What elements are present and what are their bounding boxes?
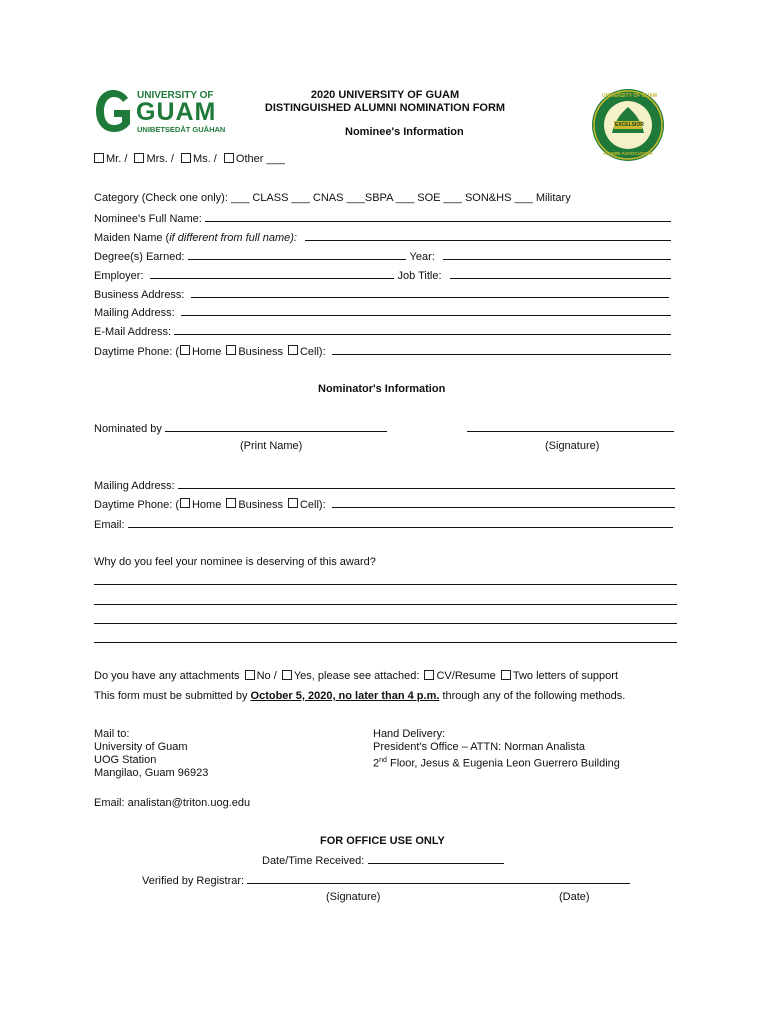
mailing-address-field[interactable] xyxy=(94,305,671,319)
essay-line[interactable] xyxy=(94,642,677,643)
essay-line[interactable] xyxy=(94,584,677,585)
university-logo xyxy=(94,88,229,134)
nominee-phone-business-label: Business xyxy=(238,346,283,358)
mr-label: Mr. / xyxy=(106,153,128,165)
business-address-field[interactable] xyxy=(94,287,669,301)
submit-email[interactable]: Email: analistan@triton.uog.edu xyxy=(94,797,251,809)
salutation-row xyxy=(94,153,285,165)
nominee-phone-field[interactable] xyxy=(94,344,671,358)
maiden-name-label: Maiden Name (if different from full name): xyxy=(94,232,297,244)
letters-label: Two letters of support xyxy=(512,670,619,682)
cv-resume-checkbox[interactable] xyxy=(424,670,434,680)
job-title-line[interactable] xyxy=(450,268,671,279)
seal-text-top: UNIVERSITY OF GUAM xyxy=(602,93,657,99)
degrees-line[interactable] xyxy=(188,249,406,260)
nominated-by-label: Nominated by xyxy=(94,423,162,435)
alumni-association-seal xyxy=(590,87,666,163)
deadline-date: October 5, 2020, no later than 4 p.m. xyxy=(250,690,440,702)
attachments-row xyxy=(94,670,618,682)
email-address-line[interactable] xyxy=(174,324,671,335)
attachments-no-checkbox[interactable] xyxy=(245,670,255,680)
verified-line[interactable] xyxy=(247,873,630,884)
logo-main-text: GUAM xyxy=(136,98,217,126)
hand-delivery-line1: Hand Delivery: xyxy=(373,728,446,740)
guam-g-icon xyxy=(94,88,134,134)
mail-line4: Mangilao, Guam 96923 xyxy=(94,767,209,779)
nominator-phone-field[interactable] xyxy=(94,497,675,511)
full-name-line[interactable] xyxy=(205,211,671,222)
nominee-phone-line[interactable] xyxy=(332,344,671,355)
nominator-phone-business-label: Business xyxy=(238,499,283,511)
degrees-year-field[interactable] xyxy=(94,249,671,263)
date-received-line[interactable] xyxy=(368,853,504,864)
nominator-phone-home-label: Home xyxy=(191,499,222,511)
hand-delivery-line2: President's Office – ATTN: Norman Analista xyxy=(373,741,586,753)
maiden-name-line[interactable] xyxy=(305,230,671,241)
full-name-label: Nominee's Full Name: xyxy=(94,213,202,225)
nominee-phone-cell-checkbox[interactable] xyxy=(288,345,298,355)
form-title-line1: 2020 UNIVERSITY OF GUAM xyxy=(310,89,460,101)
nominator-email-line[interactable] xyxy=(128,517,673,528)
hand-delivery-line3: 2nd Floor, Jesus & Eugenia Leon Guerrero Building xyxy=(373,757,620,770)
form-title-line2: DISTINGUISHED ALUMNI NOMINATION FORM xyxy=(264,102,506,114)
nominator-section-title: Nominator's Information xyxy=(318,383,446,395)
maiden-name-field[interactable] xyxy=(94,230,671,244)
verified-label: Verified by Registrar: xyxy=(142,875,245,887)
mrs-label: Mrs. / xyxy=(146,153,174,165)
attachments-yes-label: Yes, please see attached: xyxy=(293,670,420,682)
office-signature-caption: (Signature) xyxy=(326,891,381,903)
nominator-mailing-line[interactable] xyxy=(178,478,675,489)
nominee-phone-home-checkbox[interactable] xyxy=(180,345,190,355)
seal-text-bottom: ALUMNI ASSOCIATION xyxy=(603,151,653,156)
nominator-phone-line[interactable] xyxy=(332,497,675,508)
mail-line3: UOG Station xyxy=(94,754,157,766)
office-date-caption: (Date) xyxy=(559,891,590,903)
nominator-mailing-field[interactable] xyxy=(94,478,675,492)
date-received-label: Date/Time Received: xyxy=(262,855,365,867)
signature-caption: (Signature) xyxy=(545,440,600,452)
print-name-caption: (Print Name) xyxy=(240,440,303,452)
essay-line[interactable] xyxy=(94,623,677,624)
nominator-email-label: Email: xyxy=(94,519,125,531)
full-name-field[interactable] xyxy=(94,211,671,225)
year-line[interactable] xyxy=(443,249,671,260)
year-label: Year: xyxy=(409,251,435,263)
nominator-email-field[interactable] xyxy=(94,517,673,531)
mail-line2: University of Guam xyxy=(94,741,188,753)
attachments-no-label: No / xyxy=(256,670,277,682)
nominee-section-title: Nominee's Information xyxy=(345,126,464,138)
nominated-by-line[interactable] xyxy=(165,421,387,432)
nominator-phone-home-checkbox[interactable] xyxy=(180,498,190,508)
email-address-field[interactable] xyxy=(94,324,671,338)
essay-line[interactable] xyxy=(94,604,677,605)
nominee-phone-business-checkbox[interactable] xyxy=(226,345,236,355)
nominator-phone-cell-label: Cell): xyxy=(299,499,326,511)
attachments-question: Do you have any attachments xyxy=(94,670,240,682)
mailing-address-label: Mailing Address: xyxy=(94,307,175,319)
logo-sub-text: UNIBETSEDÅT GUÅHAN xyxy=(137,125,226,134)
mrs-checkbox[interactable] xyxy=(134,153,144,163)
business-address-label: Business Address: xyxy=(94,289,185,301)
nominator-phone-business-checkbox[interactable] xyxy=(226,498,236,508)
other-label: Other ___ xyxy=(235,153,285,165)
office-use-title: FOR OFFICE USE ONLY xyxy=(320,835,445,847)
nominator-phone-prefix: Daytime Phone: ( xyxy=(94,499,179,511)
nominee-phone-prefix: Daytime Phone: ( xyxy=(94,346,179,358)
mailing-address-line[interactable] xyxy=(181,305,671,316)
business-address-line[interactable] xyxy=(191,287,670,298)
job-title-label: Job Title: xyxy=(397,270,442,282)
employer-line[interactable] xyxy=(150,268,394,279)
employer-label: Employer: xyxy=(94,270,144,282)
letters-checkbox[interactable] xyxy=(501,670,511,680)
degrees-label: Degree(s) Earned: xyxy=(94,251,185,263)
nominator-signature-line[interactable] xyxy=(467,421,674,432)
deadline-row xyxy=(94,690,625,702)
attachments-yes-checkbox[interactable] xyxy=(282,670,292,680)
mr-checkbox[interactable] xyxy=(94,153,104,163)
ms-label: Ms. / xyxy=(193,153,217,165)
mail-line1: Mail to: xyxy=(94,728,130,740)
mail-block xyxy=(94,728,208,780)
nominator-phone-cell-checkbox[interactable] xyxy=(288,498,298,508)
nominee-phone-cell-label: Cell): xyxy=(299,346,326,358)
essay-question: Why do you feel your nominee is deserving of this award? xyxy=(94,556,376,568)
verified-field[interactable] xyxy=(142,873,630,887)
date-received-field[interactable] xyxy=(262,853,504,867)
email-address-label: E-Mail Address: xyxy=(94,326,172,338)
seal-banner-text: EXCELSIOR xyxy=(615,122,644,128)
employer-jobtitle-field[interactable] xyxy=(94,268,671,282)
nominee-phone-home-label: Home xyxy=(191,346,222,358)
cv-resume-label: CV/Resume xyxy=(436,670,496,682)
category-row[interactable]: Category (Check one only): ___ CLASS ___ CNAS ___SBPA ___ SOE ___ SON&HS ___ Military xyxy=(94,192,571,204)
deadline-prefix: This form must be submitted by xyxy=(94,690,248,702)
nominated-by-field[interactable] xyxy=(94,421,387,435)
other-checkbox[interactable] xyxy=(224,153,234,163)
logo-top-text: UNIVERSITY OF xyxy=(137,90,214,101)
nominator-mailing-label: Mailing Address: xyxy=(94,480,175,492)
deadline-suffix: through any of the following methods. xyxy=(442,690,626,702)
hand-delivery-block xyxy=(373,728,620,771)
ms-checkbox[interactable] xyxy=(181,153,191,163)
